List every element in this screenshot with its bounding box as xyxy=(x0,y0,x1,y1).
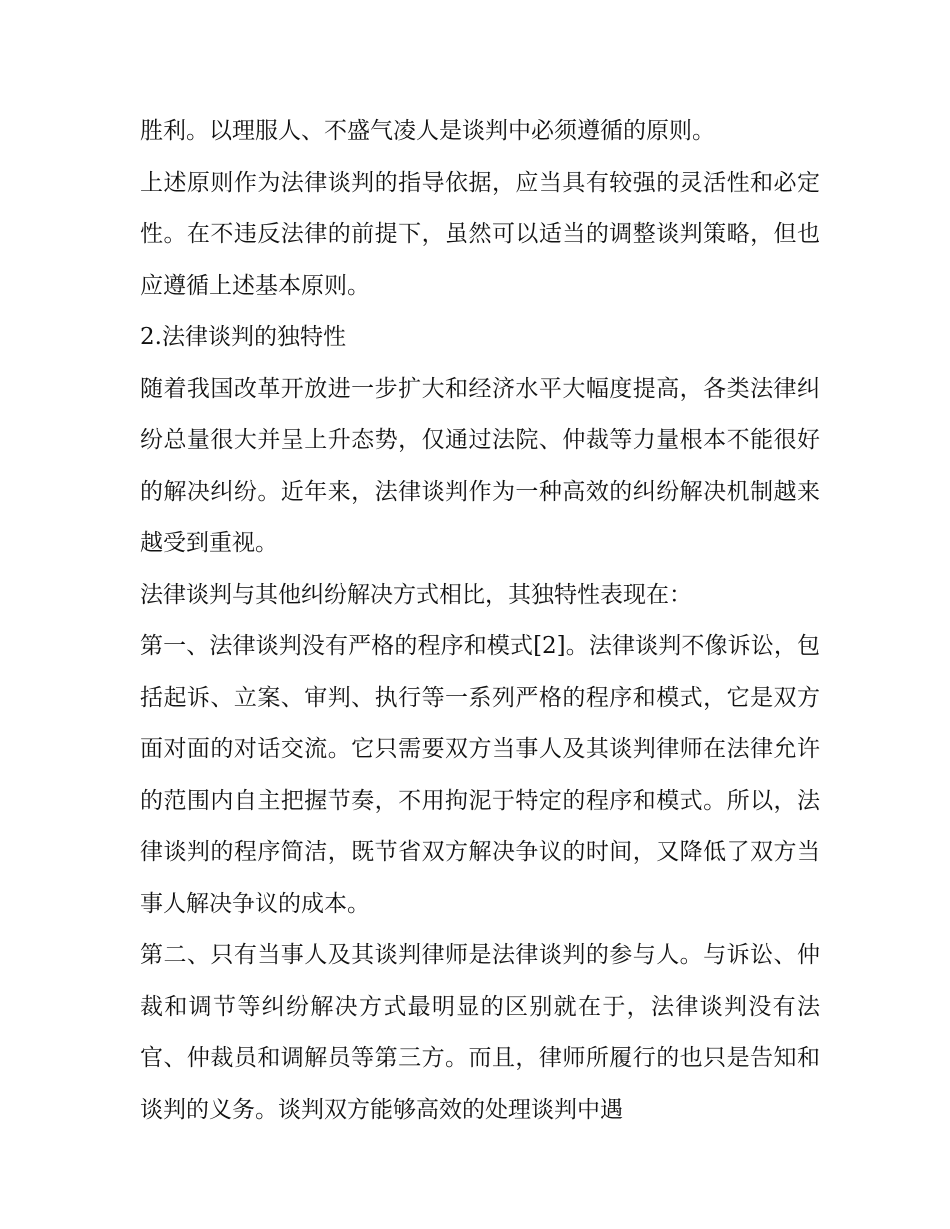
paragraph-uniqueness-intro: 法律谈判与其他纠纷解决方式相比，其独特性表现在： xyxy=(140,581,692,608)
section-heading-uniqueness: 2.法律谈判的独特性 xyxy=(140,324,346,350)
document-body xyxy=(140,106,820,1136)
paragraph-second-point: 第二、只有当事人及其谈判律师是法律谈判的参与人。与诉讼、仲裁和调节等纠纷解决方式最明显的区别就在于，法律谈判没有法官、仲裁员和调解员等第三方。而且，律师所履行的也只是告知和谈判的义务。谈判双方能够高效的处理谈判中遇 xyxy=(140,942,820,1123)
paragraph-victory-principle: 胜利。以理服人、不盛气凌人是谈判中必须遵循的原则。 xyxy=(140,118,715,144)
paragraph-background: 随着我国改革开放进一步扩大和经济水平大幅度提高，各类法律纠纷总量很大并呈上升态势，仅通过法院、仲裁等力量根本不能很好的解决纠纷。近年来，法律谈判作为一种高效的纠纷解决机制越来越受到重视。 xyxy=(140,375,820,556)
paragraph-principles-guidance: 上述原则作为法律谈判的指导依据，应当具有较强的灵活性和必定性。在不违反法律的前提下，虽然可以适当的调整谈判策略，但也应遵循上述基本原则。 xyxy=(140,169,820,299)
paragraph-first-point: 第一、法律谈判没有严格的程序和模式[2]。法律谈判不像诉讼，包括起诉、立案、审判、执行等一系列严格的程序和模式，它是双方面对面的对话交流。它只需要双方当事人及其谈判律师在法律允许的范围内自主把握节奏，不用拘泥于特定的程序和模式。所以，法律谈判的程序简洁，既节省双方解决争议的时间，又降低了双方当事人解决争议的成本。 xyxy=(140,633,820,917)
